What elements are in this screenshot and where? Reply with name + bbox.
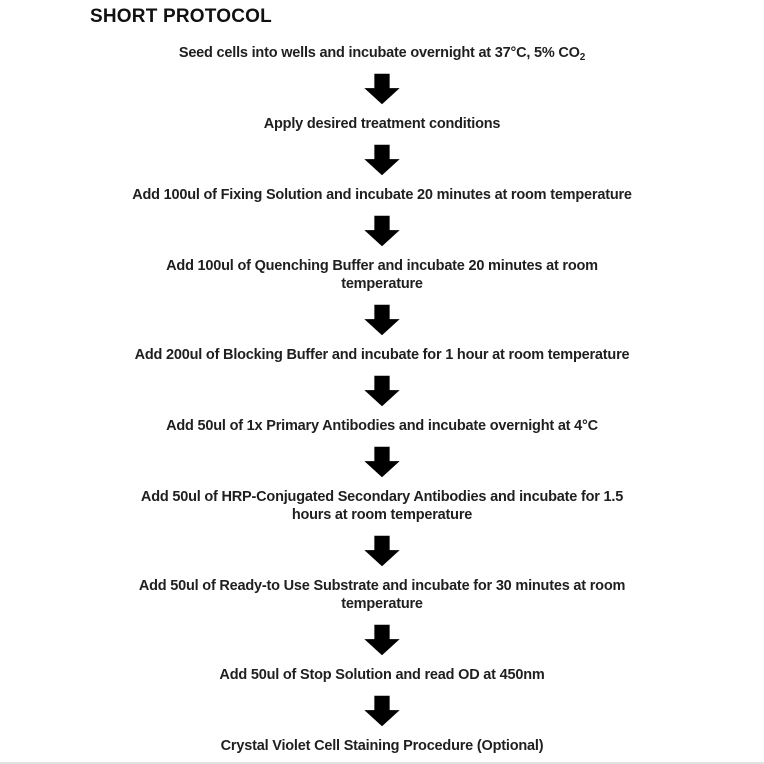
down-arrow-icon xyxy=(361,445,403,480)
protocol-step-3 xyxy=(132,186,632,204)
protocol-step-4 xyxy=(166,257,598,293)
step-text: Add 50ul of HRP-Conjugated Secondary Antibodies and incubate for 1.5 xyxy=(140,489,624,505)
protocol-step-9 xyxy=(219,666,544,684)
down-arrow-icon xyxy=(361,623,403,658)
step-text: hours at room temperature xyxy=(291,507,473,523)
step-text xyxy=(179,44,585,62)
step-text: temperature xyxy=(341,276,423,292)
protocol-step-8 xyxy=(139,577,625,613)
protocol-step-10 xyxy=(221,737,544,755)
step-text: temperature xyxy=(341,596,423,612)
step-text: Add 50ul of 1x Primary Antibodies and incubate overnight at 4°C xyxy=(166,418,598,434)
down-arrow-icon xyxy=(361,694,403,729)
protocol-step-6 xyxy=(166,417,598,435)
page-title: SHORT PROTOCOL xyxy=(90,6,272,27)
step-text: Add 50ul of Stop Solution and read OD at 450nm xyxy=(219,667,545,683)
down-arrow-icon xyxy=(361,214,403,249)
step-text: Apply desired treatment conditions xyxy=(263,116,501,132)
down-arrow-icon xyxy=(361,534,403,569)
protocol-step-1 xyxy=(179,44,585,62)
step-text: Add 100ul of Fixing Solution and incubate 20 minutes at room temperature xyxy=(132,187,632,203)
protocol-step-2 xyxy=(264,115,501,133)
step-text: Crystal Violet Cell Staining Procedure (Optional) xyxy=(220,738,544,754)
step-text-main: Seed cells into wells and incubate overnight at 37°C, 5% CO xyxy=(178,45,580,61)
step-text: Add 100ul of Quenching Buffer and incubate 20 minutes at room xyxy=(166,258,598,274)
down-arrow-icon xyxy=(361,374,403,409)
step-text: Add 200ul of Blocking Buffer and incubate for 1 hour at room temperature xyxy=(134,347,630,363)
down-arrow-icon xyxy=(361,303,403,338)
down-arrow-icon xyxy=(361,72,403,107)
co2-subscript: 2 xyxy=(579,52,586,63)
protocol-step-5 xyxy=(135,346,630,364)
protocol-step-7 xyxy=(141,488,623,524)
protocol-flow xyxy=(0,44,764,764)
down-arrow-icon xyxy=(361,143,403,178)
step-text: Add 50ul of Ready-to Use Substrate and incubate for 30 minutes at room xyxy=(138,578,626,594)
